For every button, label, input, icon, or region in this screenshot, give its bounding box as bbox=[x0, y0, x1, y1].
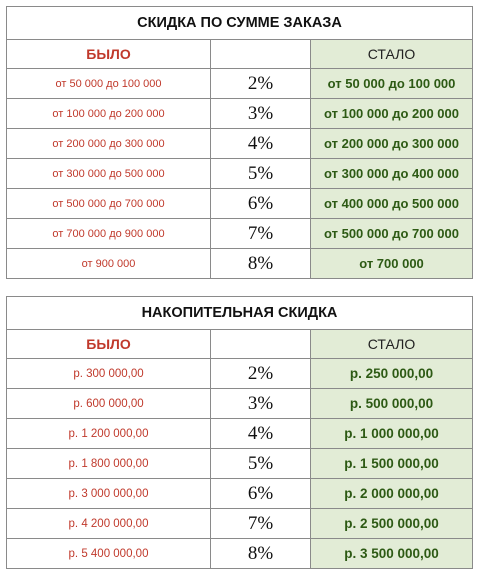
was-cell: от 700 000 до 900 000 bbox=[7, 219, 211, 249]
now-cell: от 100 000 до 200 000 bbox=[311, 99, 473, 129]
was-cell: р. 300 000,00 bbox=[7, 359, 211, 389]
percent-cell: 5% bbox=[211, 159, 311, 189]
percent-cell: 4% bbox=[211, 129, 311, 159]
column-header-was: БЫЛО bbox=[7, 330, 211, 359]
table-row bbox=[7, 539, 473, 569]
was-cell: от 500 000 до 700 000 bbox=[7, 189, 211, 219]
percent-cell: 5% bbox=[211, 449, 311, 479]
table-row bbox=[7, 509, 473, 539]
table-title: СКИДКА ПО СУММЕ ЗАКАЗА bbox=[7, 7, 473, 40]
table-row bbox=[7, 219, 473, 249]
now-cell: р. 500 000,00 bbox=[311, 389, 473, 419]
percent-cell: 7% bbox=[211, 509, 311, 539]
was-cell: р. 5 400 000,00 bbox=[7, 539, 211, 569]
now-cell: от 300 000 до 400 000 bbox=[311, 159, 473, 189]
now-cell: от 400 000 до 500 000 bbox=[311, 189, 473, 219]
was-cell: р. 3 000 000,00 bbox=[7, 479, 211, 509]
now-cell: р. 1 500 000,00 bbox=[311, 449, 473, 479]
now-cell: от 200 000 до 300 000 bbox=[311, 129, 473, 159]
was-cell: р. 600 000,00 bbox=[7, 389, 211, 419]
was-cell: от 900 000 bbox=[7, 249, 211, 279]
now-cell: р. 2 500 000,00 bbox=[311, 509, 473, 539]
column-header-percent bbox=[211, 330, 311, 359]
was-cell: р. 1 800 000,00 bbox=[7, 449, 211, 479]
table-row bbox=[7, 159, 473, 189]
percent-cell: 2% bbox=[211, 359, 311, 389]
table-row bbox=[7, 359, 473, 389]
now-cell: от 700 000 bbox=[311, 249, 473, 279]
was-cell: от 300 000 до 500 000 bbox=[7, 159, 211, 189]
table-row bbox=[7, 189, 473, 219]
table-row bbox=[7, 69, 473, 99]
was-cell: от 100 000 до 200 000 bbox=[7, 99, 211, 129]
percent-cell: 8% bbox=[211, 249, 311, 279]
was-cell: от 50 000 до 100 000 bbox=[7, 69, 211, 99]
column-header-now: СТАЛО bbox=[311, 330, 473, 359]
table-row bbox=[7, 419, 473, 449]
table-row bbox=[7, 99, 473, 129]
percent-cell: 8% bbox=[211, 539, 311, 569]
now-cell: р. 250 000,00 bbox=[311, 359, 473, 389]
was-cell: р. 1 200 000,00 bbox=[7, 419, 211, 449]
percent-cell: 3% bbox=[211, 389, 311, 419]
percent-cell: 4% bbox=[211, 419, 311, 449]
table-row bbox=[7, 129, 473, 159]
was-cell: р. 4 200 000,00 bbox=[7, 509, 211, 539]
order-sum-discount-table bbox=[6, 6, 473, 279]
column-header-was: БЫЛО bbox=[7, 40, 211, 69]
column-header-now: СТАЛО bbox=[311, 40, 473, 69]
percent-cell: 6% bbox=[211, 189, 311, 219]
now-cell: р. 1 000 000,00 bbox=[311, 419, 473, 449]
percent-cell: 7% bbox=[211, 219, 311, 249]
percent-cell: 6% bbox=[211, 479, 311, 509]
table-row bbox=[7, 389, 473, 419]
now-cell: от 50 000 до 100 000 bbox=[311, 69, 473, 99]
percent-cell: 2% bbox=[211, 69, 311, 99]
cumulative-discount-table bbox=[6, 296, 473, 569]
header-row bbox=[7, 330, 473, 359]
percent-cell: 3% bbox=[211, 99, 311, 129]
column-header-percent bbox=[211, 40, 311, 69]
table-row bbox=[7, 249, 473, 279]
table-row bbox=[7, 449, 473, 479]
header-row bbox=[7, 40, 473, 69]
now-cell: р. 2 000 000,00 bbox=[311, 479, 473, 509]
now-cell: р. 3 500 000,00 bbox=[311, 539, 473, 569]
was-cell: от 200 000 до 300 000 bbox=[7, 129, 211, 159]
table-title: НАКОПИТЕЛЬНАЯ СКИДКА bbox=[7, 297, 473, 330]
table-row bbox=[7, 479, 473, 509]
now-cell: от 500 000 до 700 000 bbox=[311, 219, 473, 249]
